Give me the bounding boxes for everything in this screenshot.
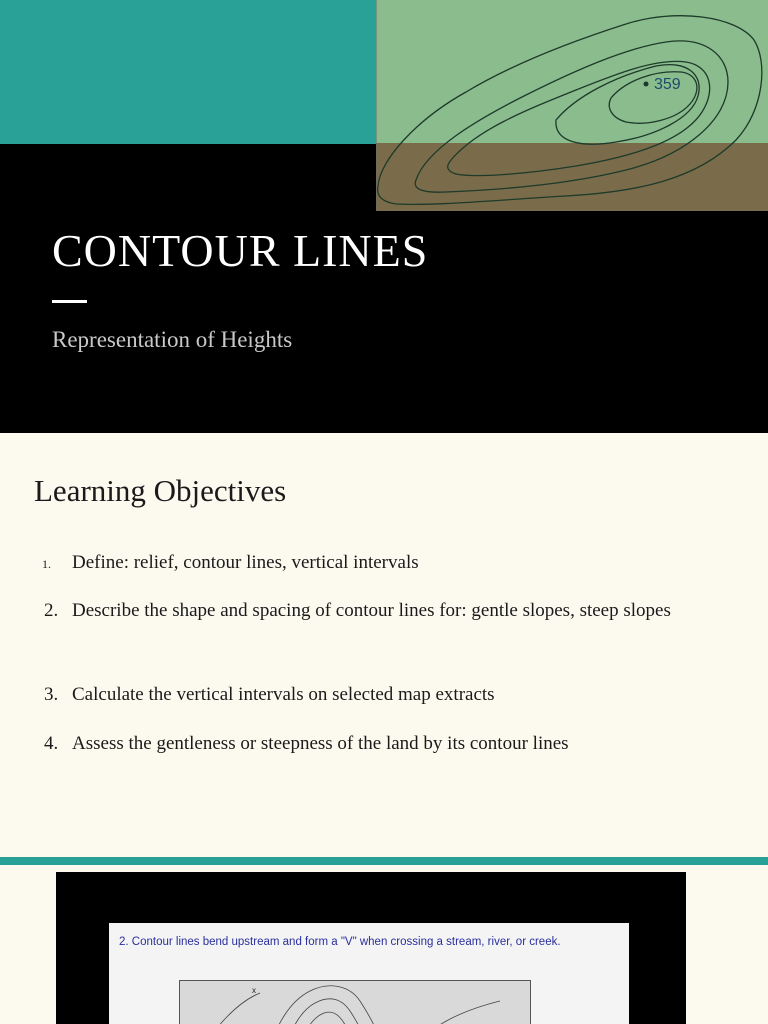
slide-subtitle: Representation of Heights (52, 327, 293, 352)
objective-text: Calculate the vertical intervals on selected map extracts (72, 684, 495, 705)
objective-number: 1. (42, 557, 51, 571)
objective-number: 4. (44, 733, 59, 754)
slide-title: CONTOUR LINES (52, 225, 429, 276)
scanned-text: 2. Contour lines bend upstream and form a "V" when crossing a stream, river, or creek. (119, 936, 561, 948)
spot-height-dot (644, 82, 649, 87)
objective-number: 3. (44, 684, 59, 705)
scanned-page (109, 923, 629, 1024)
objective-item (34, 593, 724, 629)
scanned-image-frame (56, 872, 686, 1024)
objective-item (34, 545, 724, 582)
title-underline (52, 300, 87, 303)
stream-contour-figure (179, 980, 531, 1024)
contour-map-image (376, 0, 768, 211)
objective-number: 2. (44, 600, 59, 621)
objective-text: Define: relief, contour lines, vertical intervals (72, 552, 419, 573)
svg-text:x: x (252, 986, 256, 995)
teal-accent-block (0, 0, 376, 144)
contour-rules-slide (0, 865, 768, 1024)
objective-text: Describe the shape and spacing of contour lines for: gentle slopes, steep slopes (72, 600, 671, 621)
objectives-heading: Learning Objectives (34, 473, 287, 508)
title-slide (0, 0, 768, 433)
objective-item (34, 726, 724, 762)
spot-height-label: 359 (654, 76, 681, 93)
objective-text: Assess the gentleness or steepness of the land by its contour lines (72, 733, 569, 754)
slide-divider (0, 857, 768, 865)
objective-item (34, 677, 724, 713)
learning-objectives-slide (0, 433, 768, 858)
